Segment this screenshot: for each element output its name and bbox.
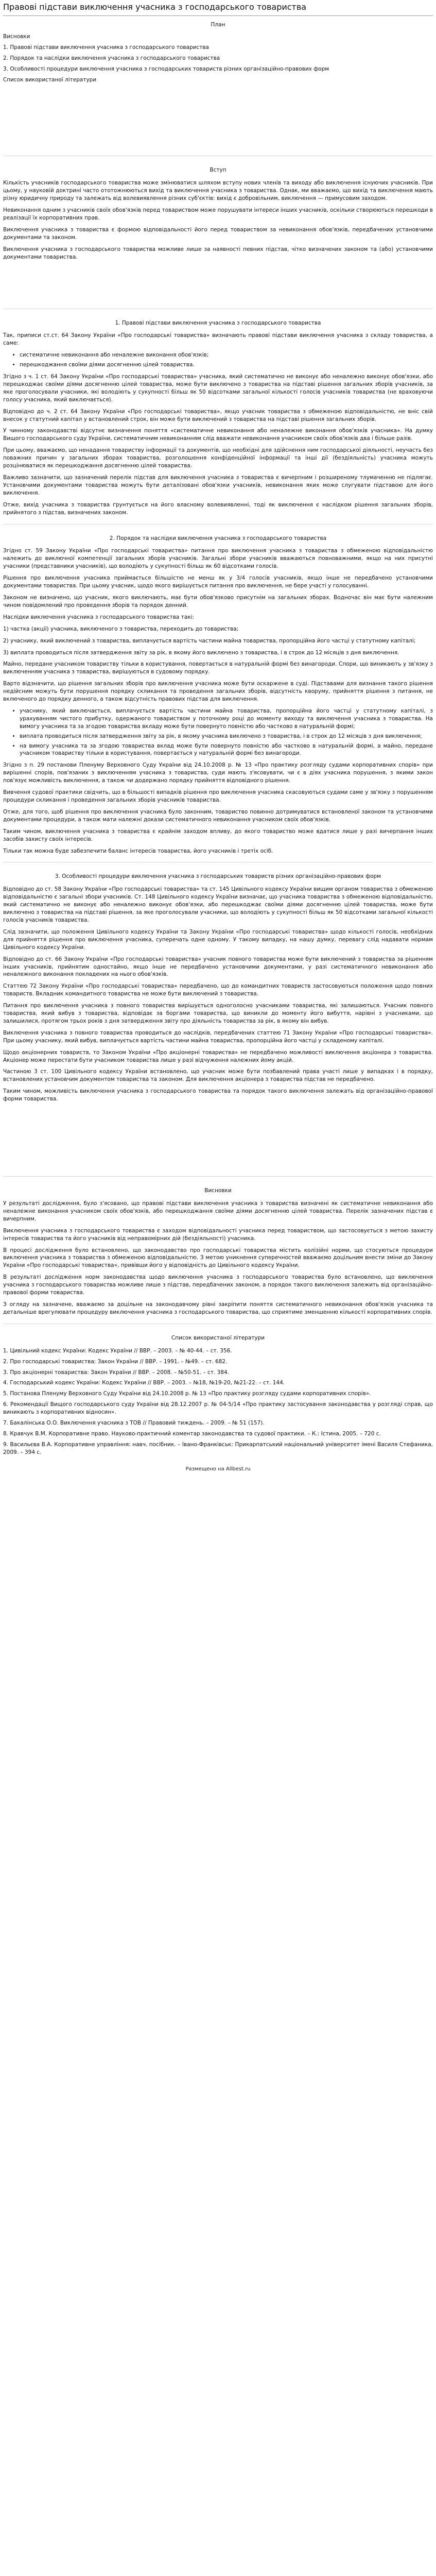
- paragraph: Щодо акціонерних товариств, то Законом України «Про акціонерні товариства» не передбачено можливості виключення акціонера з товариства. Акціонер може перестати бути учасником товариства лише у разі відчуження належних йому акцій.: [3, 1049, 433, 1063]
- paragraph: Наслідки виключення учасника з господарського товариства такі:: [3, 614, 195, 620]
- reference-item: 5. Постанова Пленуму Верховного Суду України від 24.10.2008 р. № 13 «Про практику розгляду судами корпоративних спорів».: [3, 1391, 371, 1397]
- paragraph: Слід зазначити, що положення Цивільного кодексу України та Закону України «Про господарські товариства» щодо кількості голосів, необхідних для прийняття рішення про виключення учасника, суперечать одне одному. У такому випадку, на нашу думку, перевагу слід надавати нормам Цивільного кодексу України.: [3, 928, 433, 951]
- intro-heading: Вступ: [210, 167, 226, 174]
- paragraph: З огляду на зазначене, вважаємо за доцільне на законодавчому рівні закріпити поняття систематичного невиконання обов'язків учасника та детальніше врегулювати процедуру виключення учасника з господарського товариства, що сприятиме зменшенню кількості корпоративних спорів.: [3, 1301, 433, 1315]
- bullet-item: • учаснику, який виключається, виплачується вартість частини майна товариства, пропорційна його частці у статутному капіталі, з урахуванням чистого прибутку, одержаного товариством у поточному році до моменту виходу та виключення учасника з товариства. На вимогу учасника та за згодою товариства вкладу може бути повернуто повністю або частково в натуральній формі;: [20, 707, 433, 731]
- reference-item: 8. Кравчук В.М. Корпоративне право. Науково-практичний коментар законодавства та судової практики. – К.: Істина, 2005. – 720 с.: [3, 1430, 381, 1437]
- paragraph: Згідно ст. 59 Закону України «Про господарські товариства» питання про виключення учасника з товариства з обмеженою відповідальністю належить до виключної компетенції загальних зборів учасників. Загальні збори учасників вважаються повноважними, якщо на них присутні учасники (представники учасників), що володіють у сукупності більш як 60 відсотками голосів.: [3, 548, 433, 570]
- paragraph: Виключення учасника з повного товариства проводиться до наслідків, передбачених статтею 71 Закону України «Про господарські товариства». При цьому учаснику, який вибув, виплачується вартість частини майна товариства, пропорційна його частці у складеному капіталі.: [3, 1029, 433, 1044]
- blank-space: [3, 87, 433, 148]
- paragraph: Відповідно до ч. 2 ст. 64 Закону України «Про господарські товариства», якщо учасник товариства з обмеженою відповідальністю, не вніс свій внесок у статутний капітал у встановлений строк, він може бути виключений з товариства на підставі рішення загальних зборів.: [3, 408, 433, 422]
- paragraph: Виключення учасника з господарського товариства можливе лише за наявності певних підстав, чітко визначених законом та (або) установчими документами товариства.: [3, 246, 433, 260]
- paragraph: 2) учаснику, який виключений з товариства, виплачується вартість частини майна товариства, пропорційна його частці у статутному капіталі;: [3, 637, 416, 644]
- paragraph: Питання про виключення учасника з повного товариства вирішується одноголосно учасниками товариства, які залишаються. Учасник повного товариства, який вибув з товариства, відповідає за боргами товариства, що виникли до моменту його вибуття, нарівні з учасниками, що залишилися, протягом трьох років з дня затвердження звіту про діяльність товариства за рік, в якому він вибув.: [3, 1003, 433, 1024]
- paragraph: Згідно з ч. 1 ст. 64 Закону України «Про господарські товариства» учасника, який систематично не виконує або неналежно виконує обов'язки, або перешкоджає своїми діями досягненню цілей товариства, може бути виключено з товариства на підставі рішення загальних зборів учасників, за яке проголосували учасники, які володіють у сукупності більш як 50 відсотками загальної кількості голосів учасників товариства (не враховуючи голосу учасника, який виключається).: [3, 374, 433, 403]
- plan-section: [3, 21, 433, 83]
- section-3-heading: 3. Особливості процедури виключення учасника з господарських товариств різних організаційно-правових форм: [55, 873, 381, 880]
- paragraph: Таким чином, виключення учасника з товариства є крайнім заходом впливу, до якого товариство може вдатися лише у разі вичерпання інших засобів захисту своїх інтересів.: [3, 828, 433, 842]
- bullet-item: • на вимогу учасника та за згодою товариства вклад може бути повернуто повністю або частково в натуральній формі, а майно, передане учасником товариству тільки в користування, повертається у натуральній формі без винагороди.: [20, 742, 433, 758]
- bullet-item: • систематичне невиконання або неналежне виконання обов'язків;: [20, 351, 433, 359]
- section-3: [3, 862, 433, 1103]
- reference-item: 7. Бакалінська О.О. Виключення учасника з ТОВ // Правовий тиждень. – 2009. – № 51 (157).: [3, 1420, 265, 1427]
- paragraph: Таким чином, можливість виключення учасника з господарського товариства та порядок такого виключення залежать від організаційно-правової форми товариства.: [3, 1088, 433, 1103]
- paragraph: Тільки так можна буде забезпечити баланс інтересів товариства, його учасників і третіх осіб.: [3, 848, 273, 854]
- paragraph: Вивчення судової практики свідчить, що в більшості випадків рішення про виключення учасника скасовуються судами саме у зв'язку з порушенням процедури скликання і проведення загальних зборів учасників товариства.: [3, 789, 433, 803]
- paragraph: У чинному законодавстві відсутнє визначення поняття «систематичне невиконання або неналежне виконання обов'язків учасника». На думку Вищого господарського суду України, систематичним невиконанням слід вважати невиконання учасником своїх обов'язків два і більше разів.: [3, 428, 433, 442]
- document-title: Правові підстави виключення учасника з господарського товариства: [3, 2, 307, 12]
- footer-credit: Размещено на Allbest.ru: [185, 1466, 251, 1472]
- paragraph: Так, приписи ст.ст. 64 Закону України «Про господарські товариства» визначають правові підстави виключення учасника з складу товариства, а саме:: [3, 332, 433, 347]
- plan-heading: План: [211, 22, 225, 28]
- paragraph: Відповідно до ст. 58 Закону України «Про господарські товариства» та ст. 145 Цивільного кодексу України вищим органом товариства з обмеженою відповідальністю є загальні збори учасників. Ст. 148 Цивільного кодексу України визначає, що учасника товариства з обмеженою відповідальністю, який систематично не виконує або неналежно виконує обов'язки, або перешкоджає своїми діями досягненню цілей товариства, може бути виключено з товариства на підставі рішення, за яке проголосували учасники, що володіють у сукупності більш як 50 відсотками загальної кількості голосів учасників товариства.: [3, 886, 433, 923]
- paragraph: Отже, вихід учасника з товариства ґрунтується на його власному волевиявленні, тоді як виключення є наслідком рішення загальних зборів, прийнятого з підстав, визначених законом.: [3, 501, 433, 516]
- paragraph: При цьому, вважаємо, що ненадання товариству інформації та документів, що необхідні для здійснення ним господарської діяльності, неучасть без поважних причин у загальних зборах товариства, розголошення конфіденційної інформації та інші дії (бездіяльність) учасника можуть розцінюватися як перешкоджання досягненню цілей товариства.: [3, 447, 433, 469]
- conclusions-section: [3, 1176, 433, 1316]
- blank-space: [3, 265, 433, 301]
- paragraph: 1) частка (акції) учасника, виключеного з товариства, переходить до товариства;: [3, 625, 239, 632]
- paragraph: Майно, передане учасником товариству тільки в користування, повертається в натуральній формі без винагороди. Спори, що виникають у зв'язку з виключенням учасника з товариства, вирішуються в судовому порядку.: [3, 661, 433, 675]
- paragraph: Виключення учасника з господарського товариства є заходом відповідальності учасника перед товариством, що застосовується з метою захисту інтересів товариства та його учасників від неправомірних дій (бездіяльності) учасника.: [3, 1227, 433, 1242]
- title-divider: [3, 15, 433, 16]
- bullet-list: [3, 351, 433, 369]
- plan-item: 2. Порядок та наслідки виключення учасника з господарського товариства: [3, 55, 220, 61]
- paragraph: Законом не визначено, що учасник, якого виключають, має бути обов'язково присутнім на загальних зборах. Водночас він має бути належним чином повідомлений про проведення зборів та порядок денний.: [3, 594, 433, 608]
- blank-space: [3, 1107, 433, 1169]
- reference-item: 9. Васильєва В.А. Корпоративне управління: навч. посібник. – Івано-Франківськ: Прикарпатський національний університет імені Василя Стефаника, 2009. – 394 с.: [3, 1441, 433, 1455]
- paragraph: Відповідно до ст. 66 Закону України «Про господарські товариства» учасник повного товариства може бути виключений з товариства за рішенням інших учасників, прийнятим одностайно, якщо інше не передбачено установчими документами, у разі систематичного невиконання або неналежного виконання покладених на нього обов'язків.: [3, 956, 433, 978]
- paragraph: Статтею 72 Закону України «Про господарські товариства» передбачено, що до командитних товариств застосовуються положення щодо повних товариств. Вкладник командитного товариства не може бути виключений з товариства.: [3, 983, 433, 997]
- reference-item: 2. Про господарські товариства: Закон України // ВВР. – 1991. – №49. – ст. 682.: [3, 1358, 228, 1365]
- paragraph: Кількість учасників господарського товариства може змінюватися шляхом вступу нових членів та виходу або виключення існуючих учасників. При цьому, у науковій доктрині часто ототожнюються вихід та виключення учасника з товариства. Однак, ми вважаємо, що вихід та виключення мають різну юридичну природу та залежать від волевиявлення різних суб'єктів: вихід є добровільним, виключення — примусовим заходом.: [3, 180, 433, 202]
- paragraph: Невиконання одним з учасників своїх обов'язків перед товариством може порушувати інтереси інших учасників, оскільки створюються перешкоди в реалізації їх корпоративних прав.: [3, 207, 433, 221]
- references-heading: Список використаної літератури: [171, 1334, 265, 1341]
- reference-item: 3. Про акціонерні товариства: Закон України // ВВР. – 2008. – №50-51. – ст. 384.: [3, 1369, 230, 1376]
- paragraph: Згідно з п. 29 постанови Пленуму Верховного Суду України від 24.10.2008 р. № 13 «Про практику розгляду судами корпоративних спорів» при вирішенні спорів, пов'язаних з виключенням учасника з товариства, суди мають з'ясовувати, чи є в діях учасника порушення, з якими закон пов'язує можливість виключення, а також чи додержано порядку прийняття відповідного рішення.: [3, 762, 433, 784]
- paragraph: Отже, для того, щоб рішення про виключення учасника було законним, товариство повинно дотримуватися встановленої законом та установчими документами процедури, а також мати належні докази систематичного невиконання учасником своїх обов'язків.: [3, 808, 433, 823]
- plan-item: Список використаної літератури: [3, 76, 97, 83]
- reference-item: 1. Цивільний кодекс України: Кодекс України // ВВР. – 2003. – № 40-44. – ст. 356.: [3, 1347, 232, 1354]
- paragraph: В результаті дослідження норм законодавства щодо виключення учасника з господарського товариства було встановлено, що виключення учасника з господарського товариства можливе лише з підстав, передбачених законом, а порядок такого виключення залежить від організаційно-правової форми товариства.: [3, 1274, 433, 1296]
- bullet-item: • виплата проводиться після затвердження звіту за рік, в якому учасника виключено з товариства, і в строк до 12 місяців з дня виключення;: [20, 733, 433, 740]
- paragraph: Виключення учасника з товариства є формою відповідальності його перед товариством за невиконання обов'язків, передбачених установчими документами та законом.: [3, 226, 433, 241]
- section-1: [3, 309, 433, 517]
- reference-item: 4. Господарський кодекс України: Кодекс України // ВВР. – 2003. – №18, №19-20, №21-22. – ст. 144.: [3, 1380, 285, 1386]
- paragraph: Частиною 3 ст. 100 Цивільного кодексу України встановлено, що учасник може бути позбавлений права участі лише у випадках і в порядку, встановлених установчим документом товариства та законом. Для виключення акціонера з товариства підстав не передбачено.: [3, 1069, 433, 1083]
- paragraph: Рішення про виключення учасника приймається більшістю не менш як у 3/4 голосів учасників, якщо інше не передбачено установчими документами товариства. При цьому учасник, щодо якого вирішується питання про виключення, не бере участі у голосуванні.: [3, 575, 433, 589]
- plan-item: 3. Особливості процедури виключення учасника з господарських товариств різних організаційно-правових форм: [3, 65, 329, 72]
- references-list: [3, 1347, 433, 1456]
- conclusions-heading: Висновки: [204, 1188, 232, 1194]
- paragraph: В процесі дослідження було встановлено, що законодавство про господарські товариства містить колізійні норми, що стосуються процедури виключення учасника з товариства з обмеженою відповідальністю. З метою уникнення суперечностей вважаємо доцільним внести зміни до Закону України «Про господарські товариства», привівши його у відповідність до Цивільного кодексу України.: [3, 1247, 433, 1269]
- plan-item: Висновки: [3, 33, 30, 40]
- intro-section: [3, 156, 433, 261]
- plan-item: 1. Правові підстави виключення учасника з господарського товариства: [3, 44, 209, 50]
- reference-item: 6. Рекомендації Вищого господарського суду України від 28.12.2007 р. № 04-5/14 «Про практику застосування законодавства у розгляді справ, що виникають з корпоративних відносин».: [3, 1401, 433, 1416]
- references-section: [3, 1324, 433, 1456]
- paragraph: Важливо зазначити, що зазначений перелік підстав для виключення учасника з товариства є вичерпним і розширеному тлумаченню не підлягає. Установчими документами товариства можуть бути деталізовані обов'язки учасників, невиконання яких може слугувати підставою для його виключення.: [3, 474, 433, 496]
- bullet-item: • перешкоджання своїми діями досягненню цілей товариства.: [20, 361, 433, 369]
- section-1-heading: 1. Правові підстави виключення учасника з господарського товариства: [115, 319, 321, 326]
- bullet-list: [3, 707, 433, 757]
- paragraph: Варто відзначити, що рішення загальних зборів про виключення учасника може бути оскаржене в суді. Підставами для визнання такого рішення недійсним можуть бути порушення порядку скликання та проведення загальних зборів, відсутність кворуму, прийняття рішення з питання, не включеного до порядку денного, а також відсутність правових підстав для виключення.: [3, 681, 433, 703]
- plan-list: [3, 33, 433, 84]
- paragraph: У результаті дослідження, було з'ясовано, що правові підстави виключення учасника з товариства визначені як систематичне невиконання або неналежне виконання учасником своїх обов'язків, або перешкоджання своїми діями досягненню цілей товариства. Перелік зазначених підстав є вичерпним.: [3, 1200, 433, 1222]
- paragraph: 3) виплата проводиться після затвердження звіту за рік, в якому його виключено з товариства, і в строк до 12 місяців з дня виключення.: [3, 649, 399, 656]
- section-2: [3, 524, 433, 855]
- section-2-heading: 2. Порядок та наслідки виключення учасника з господарського товариства: [109, 535, 327, 541]
